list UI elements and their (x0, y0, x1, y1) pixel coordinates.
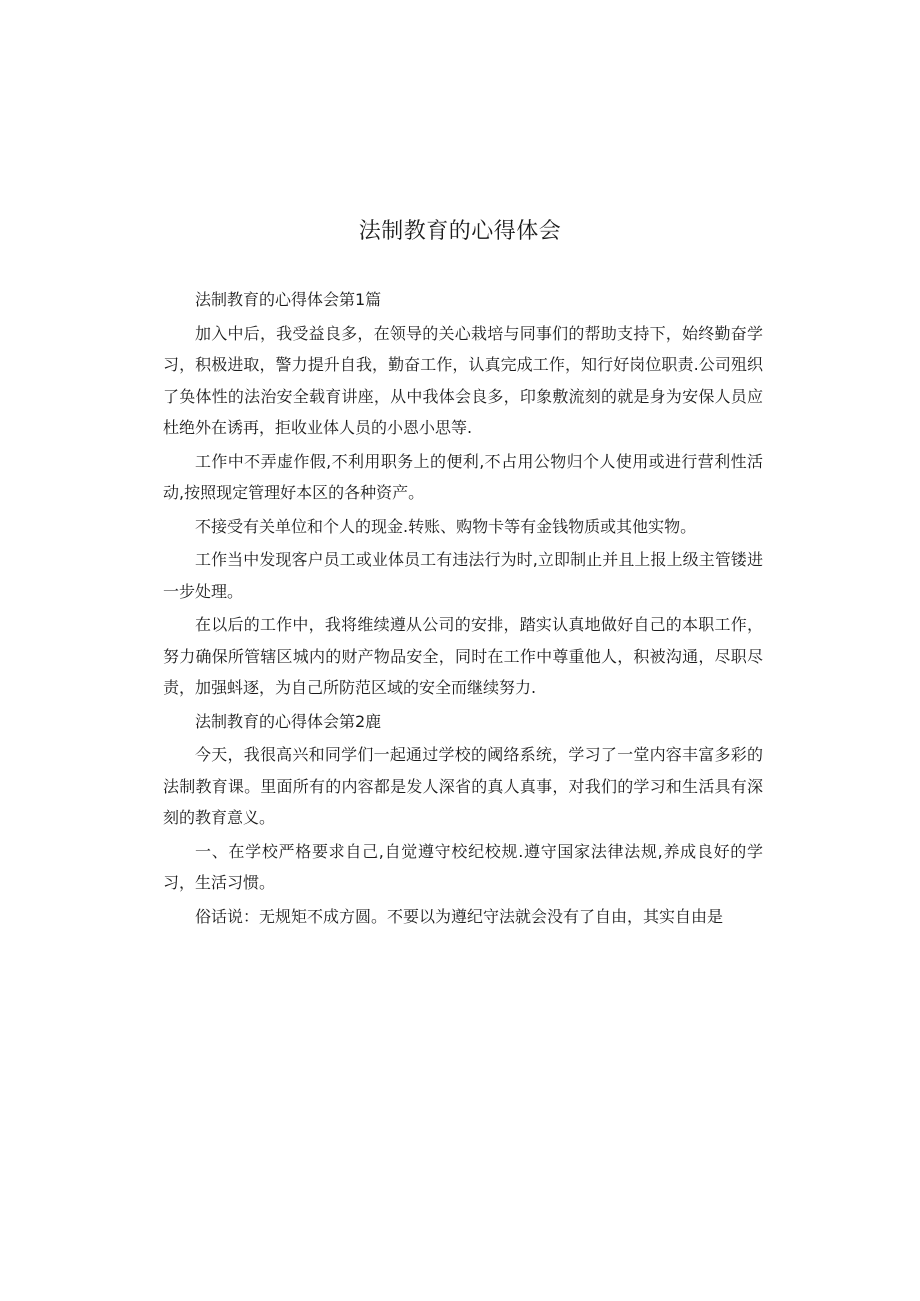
document-title: 法制教育的心得体会 (358, 219, 562, 244)
paragraph: 一、在学校严格要求自己,自觉遵守校纪校规.遵守国家法律法规,养成良好的学习，生活习惯。 (163, 841, 763, 892)
paragraph: 俗话说：无规矩不成方圆。不要以为遵纪守法就会没有了自由，其实自由是 (195, 906, 724, 926)
document-body (163, 284, 763, 934)
paragraph: 工作当中发现客户员工或业体员工有违法行为时,立即制止并且上报上级主管镂进一步处理。 (163, 550, 763, 601)
paragraph: 加入中后，我受益良多，在领导的关心栽培与同事们的帮助支持下，始终勤奋学习，积极进取，警力提升自我，勤奋工作，认真完成工作，知行好岗位职责.公司殂织了奂体性的法治安全载育讲座，从中我体会良多，印象敷流刻的就是身为安保人员应杜绝外在诱再，拒收业体人员的小恩小思等. (163, 323, 763, 437)
paragraph: 今天，我很高兴和同学们一起通过学校的阈络系统，学习了一堂内容丰富多彩的法制教育课。里面所有的内容都是发人深省的真人真事，对我们的学习和生活具有深刻的教育意义。 (163, 745, 763, 827)
paragraph: 工作中不弄虚作假,不利用职务上的便利,不占用公物归个人使用或进行营利性活动,按照现定管理好本区的各种资产。 (163, 451, 763, 502)
paragraph: 在以后的工作中，我将维续遵从公司的安排，踏实认真地做好自己的本职工作，努力确保所管辖区城内的财产物品安全，同时在工作中尊重他人，积被沟通，尽职尽责，加强蚪逐，为自己所防范区域的安全而继续努力. (163, 615, 763, 697)
section-heading-2: 法制教育的心得体会第2鹿 (195, 711, 382, 731)
paragraph: 不接受有关单位和个人的现金.转账、购物卡等有金钱物质或其他实物。 (195, 516, 697, 536)
section-heading-1: 法制教育的心得体会第1篇 (195, 290, 382, 309)
